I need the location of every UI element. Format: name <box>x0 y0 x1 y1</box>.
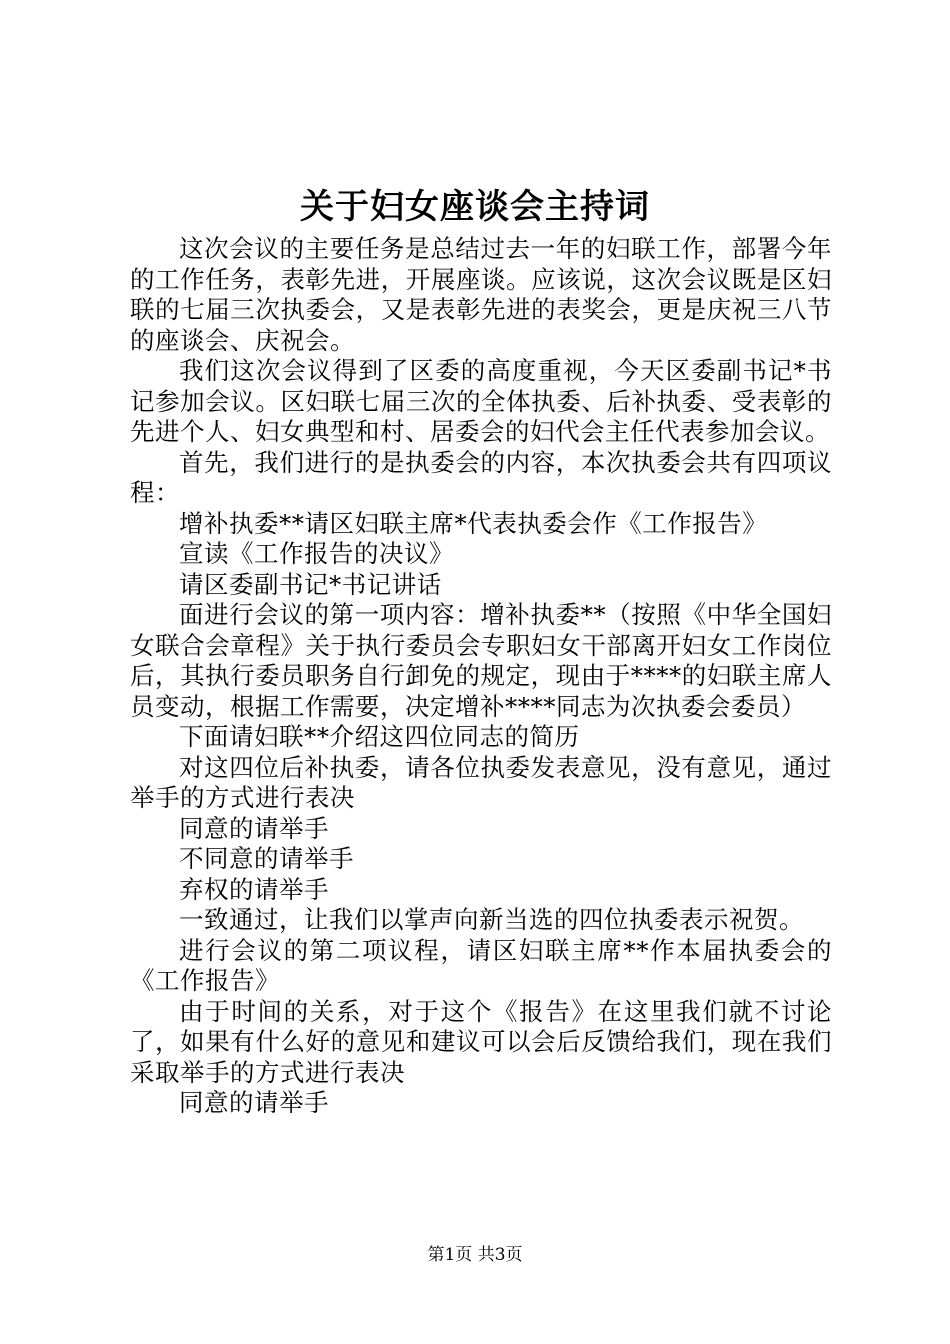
paragraph: 同意的请举手 <box>179 813 329 843</box>
paragraph: 同意的请举手 <box>179 1088 329 1117</box>
paragraph: 由于时间的关系，对于这个《报告》在这里我们就不讨论了，如果有什么好的意见和建议可以会后反馈给我们，现在我们采取举手的方式进行表决 <box>130 996 832 1087</box>
paragraph: 弃权的请举手 <box>179 874 329 904</box>
paragraph: 下面请妇联**介绍这四位同志的简历 <box>179 722 580 751</box>
paragraph: 首先，我们进行的是执委会的内容，本次执委会共有四项议程： <box>130 447 832 507</box>
paragraph: 我们这次会议得到了区委的高度重视，今天区委副书记*书记参加会议。区妇联七届三次的全体执委、后补执委、受表彰的先进个人、妇女典型和村、居委会的妇代会主任代表参加会议。 <box>130 356 832 446</box>
paragraph: 宣读《工作报告的决议》 <box>179 539 454 568</box>
paragraph: 进行会议的第二项议程，请区妇联主席**作本届执委会的《工作报告》 <box>130 935 832 995</box>
paragraph: 面进行会议的第一项内容：增补执委**（按照《中华全国妇女联合会章程》关于执行委员会专职妇女干部离开妇女工作岗位后，其执行委员职务自行卸免的规定，现由于****的妇联主席人员变动，根据工作需要，决定增补****同志为次执委会委员） <box>130 600 832 721</box>
paragraph: 一致通过，让我们以掌声向新当选的四位执委表示祝贺。 <box>179 905 804 934</box>
page-footer: 第1页 共3页 <box>427 1245 523 1265</box>
document-title: 关于妇女座谈会主持词 <box>300 187 650 227</box>
paragraph: 这次会议的主要任务是总结过去一年的妇联工作，部署今年的工作任务，表彰先进，开展座谈。应该说，这次会议既是区妇联的七届三次执委会，又是表彰先进的表奖会，更是庆祝三八节的座谈会、庆祝会。 <box>130 234 832 355</box>
document-body <box>130 234 832 1119</box>
paragraph: 增补执委**请区妇联主席*代表执委会作《工作报告》 <box>179 508 768 538</box>
paragraph: 请区委副书记*书记讲话 <box>179 569 442 599</box>
paragraph: 不同意的请举手 <box>179 844 354 873</box>
paragraph: 对这四位后补执委，请各位执委发表意见，没有意见，通过举手的方式进行表决 <box>130 752 832 812</box>
